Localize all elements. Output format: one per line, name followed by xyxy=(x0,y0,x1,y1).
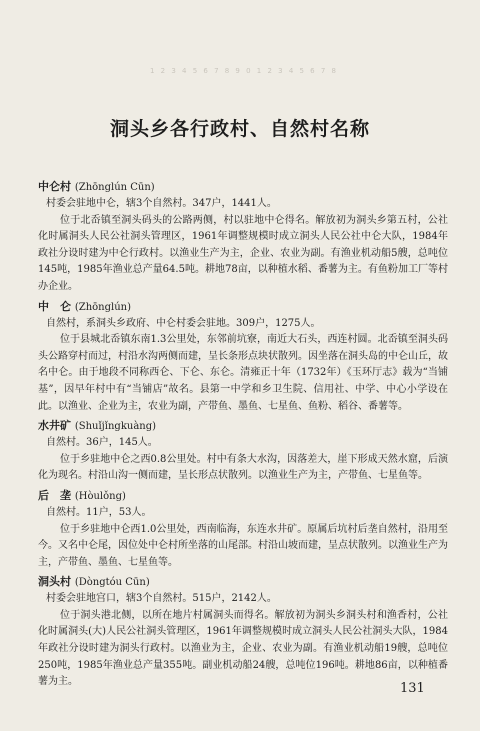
entry-description: 位于洞头港北侧，以所在地片村属洞头而得名。解放初为洞头乡洞头村和渔香村，公社化时属洞头(大)人民公社洞头管理区，1961年调整规模时成立洞头人民公社洞头大队，1984年政社分设时建为洞头行政村。以渔业为主，企业、农业为副。有渔业机动船19艘，总吨位250吨，1985年渔业总产量355吨。副业机动船24艘，总吨位196吨。耕地86亩，以种植番薯为主。 xyxy=(38,609,448,688)
entry-shuijingkuang xyxy=(38,418,448,485)
entry-pinyin: (Shuǐjǐngkuàng) xyxy=(74,421,157,433)
bleed-through-text: 1 2 3 4 5 6 7 8 9 0 1 2 3 4 5 6 7 8 xyxy=(150,67,338,75)
entry-zhonglun-village xyxy=(38,179,448,296)
entry-dongtou-village xyxy=(38,574,448,691)
entry-description: 位于乡驻地中仑之西0.8公里处。村中有条大水沟，因落差大，崖下形成天然水窟，后演化为现名。村沿山沟一侧而建，呈长形点状散列。以渔业生产为主，产带鱼、七星鱼等。 xyxy=(38,453,448,482)
page-number: 131 xyxy=(400,681,425,696)
entry-heading xyxy=(38,574,448,591)
entry-name: 中仑村 xyxy=(38,180,71,193)
entry-summary: 自然村，系洞头乡政府、中仑村委会驻地。309户，1275人。 xyxy=(46,317,321,329)
entry-name: 中 仑 xyxy=(38,299,71,313)
entry-pinyin: (Dòngtóu Cūn) xyxy=(74,577,150,589)
entry-description: 位于北岙镇至洞头码头的公路两侧，村以驻地中仑得名。解放初为洞头乡第五村，公社化时属洞头人民公社洞头管理区，1961年调整规模时成立洞头人民公社中仑大队，1984年政社分设时建为中仑行政村。以渔业生产为主，企业、农业为副。有渔业机动船5艘，总吨位145吨，1985年渔业总产量64.5吨。耕地78亩，以种植水稻、番薯为主。有鱼粉加工厂等村办企业。 xyxy=(38,214,448,292)
entry-pinyin: (Zhōnglún) xyxy=(74,301,131,313)
entry-description: 位于县城北岙镇东南1.3公里处，东邻前坑寮，南近大石头，西连村圆。北岙镇至洞头码头公路穿村而过，村沿水沟两侧而建，呈长条形点块状散列。因坐落在洞头岛的中仑山丘，故名中仑。由于地段不同称西仑、下仑、东仑。清雍正十年（1732年）《玉环厅志》载为“当铺基”，因早年村中有“当铺店”故名。县第一中学和乡卫生院、信用社、中学、中心小学设在此。以渔业、企业为主，农业为副，产带鱼、墨鱼、七星鱼、鱼粉、稻谷、番薯等。 xyxy=(38,334,448,412)
entry-list xyxy=(38,176,448,691)
entry-summary: 自然村。36户，145人。 xyxy=(46,437,158,449)
entry-houlong xyxy=(38,488,448,571)
entry-heading xyxy=(38,299,448,316)
entry-description: 位于乡驻地中仑西1.0公里处，西南临海，东连水井矿。原属后坑村后垄自然村，沿用至今。又名中仑尾，因位处中仑村所坐落的山尾部。村沿山坡而建，呈点状散列。以渔业生产为主，产带鱼、墨鱼、七星鱼等。 xyxy=(38,523,448,568)
page-title: 洞头乡各行政村、自然村名称 xyxy=(109,118,370,140)
entry-name: 后 垄 xyxy=(38,488,71,502)
entry-pinyin: (Zhōnglún Cūn) xyxy=(74,182,155,193)
entry-pinyin: (Hòulǒng) xyxy=(74,490,126,502)
entry-heading xyxy=(38,418,448,435)
entry-name: 水井矿 xyxy=(38,419,71,433)
entry-heading xyxy=(38,488,448,505)
entry-summary: 村委会驻地宫口，辖3个自然村。515户，2142人。 xyxy=(46,593,277,605)
entry-zhonglun xyxy=(38,299,448,416)
entry-summary: 村委会驻地中仑，辖3个自然村。347户，1441人。 xyxy=(46,198,277,209)
entry-heading xyxy=(38,179,448,196)
entry-name: 洞头村 xyxy=(38,575,71,589)
entry-summary: 自然村。11户，53人。 xyxy=(46,506,152,518)
